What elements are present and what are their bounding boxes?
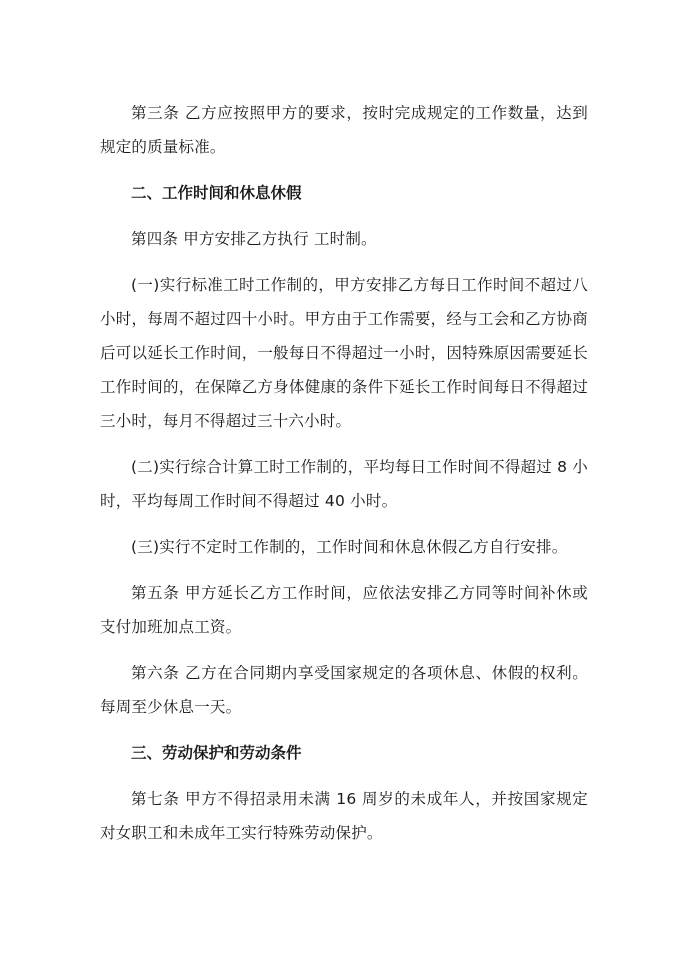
standard-hours-clause: (一)实行标准工时工作制的，甲方安排乙方每日工作时间不超过八小时，每周不超过四十小时。甲方由于工作需要，经与工会和乙方协商后可以延长工作时间，一般每日不得超过一小时，因特殊原因需要延长工作时间的，在保障乙方身体健康的条件下延长工作时间每日不得超过三小时，每月不得超过三十六小时。 — [100, 276, 588, 430]
article-6-paragraph: 第六条 乙方在合同期内享受国家规定的各项休息、休假的权利。每周至少休息一天。 — [100, 664, 588, 716]
article-7-paragraph: 第七条 甲方不得招录用未满 16 周岁的未成年人，并按国家规定对女职工和未成年工实行特殊劳动保护。 — [100, 790, 588, 842]
article-3-paragraph: 第三条 乙方应按照甲方的要求，按时完成规定的工作数量，达到规定的质量标准。 — [100, 104, 588, 156]
section-heading-work-hours: 二、工作时间和休息休假 — [131, 184, 302, 202]
article-4-paragraph: 第四条 甲方安排乙方执行 工时制。 — [131, 230, 377, 248]
section-heading-labor-protection: 三、劳动保护和劳动条件 — [131, 744, 302, 762]
comprehensive-hours-clause: (二)实行综合计算工时工作制的，平均每日工作时间不得超过 8 小时，平均每周工作时间不得超过 40 小时。 — [100, 458, 588, 510]
flexible-hours-clause: (三)实行不定时工作制的，工作时间和休息休假乙方自行安排。 — [131, 538, 568, 556]
document-body — [100, 96, 588, 862]
article-5-paragraph: 第五条 甲方延长乙方工作时间，应依法安排乙方同等时间补休或支付加班加点工资。 — [100, 584, 588, 636]
